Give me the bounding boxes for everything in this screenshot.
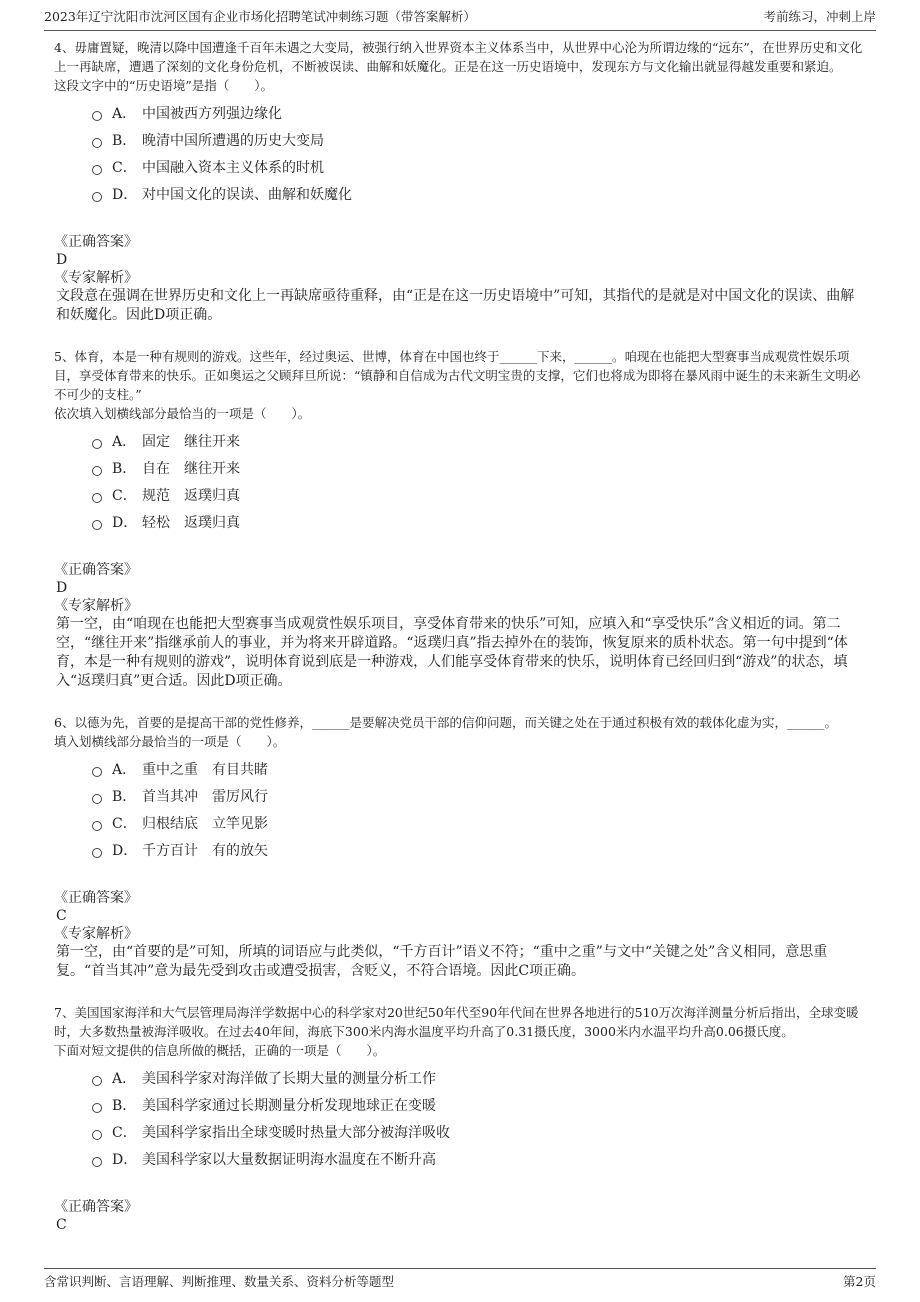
option-list: [92, 1064, 866, 1172]
option-a[interactable]: A． 中国被西方列强边缘化: [92, 99, 866, 126]
option-a[interactable]: A． 美国科学家对海洋做了长期大量的测量分析工作: [92, 1064, 866, 1091]
radio-icon[interactable]: [92, 821, 102, 831]
radio-icon[interactable]: [92, 848, 102, 858]
option-list: [92, 755, 866, 863]
question-prompt: 依次填入划横线部分最恰当的一项是（ ）。: [54, 406, 311, 421]
analysis-text: 第一空，由“首要的是”可知，所填的词语应与此类似，“千方百计”语义不符；“重中之重”与文中“关键之处”含义相同，意思重复。“首当其冲”意为最先受到攻击或遭受损害，含贬义，不符合语境。因此C项正确。: [56, 944, 828, 979]
option-list: [92, 427, 866, 535]
question-7: [54, 1003, 866, 1234]
option-d[interactable]: D． 千方百计 有的放矢: [92, 836, 866, 863]
option-c[interactable]: C． 美国科学家指出全球变暖时热量大部分被海洋吸收: [92, 1118, 866, 1145]
analysis-text: 第一空，由“咱现在也能把大型赛事当成观赏性娱乐项目，享受体育带来的快乐”可知，应填入和“享受快乐”含义相近的词。第二空，“继往开来”指继承前人的事业，并为将来开辟道路。“返璞归真”指去掉外在的装饰，恢复原来的质朴状态。第一句中提到“体育，本是一种有规则的游戏”，说明体育说到底是一种游戏，人们能享受体育带来的快乐，说明体育已经回归到“游戏”的状态，填入“返璞归真”更合适。因此D项正确。: [56, 616, 848, 689]
answer-value: C: [56, 1217, 67, 1233]
question-text: 5、体育，本是一种有规则的游戏。这些年，经过奥运、世博，体育在中国也终于______下来，______。咱现在也能把大型赛事当成观赏性娱乐项目，享受体育带来的快乐。正如奥运之父顾拜旦所说：“镇静和自信成为古代文明宝贵的支撑，它们也将成为即将在暴风雨中诞生的未来新生文明必不可少的支柱。”: [54, 349, 861, 402]
radio-icon[interactable]: [92, 767, 102, 777]
radio-icon[interactable]: [92, 111, 102, 121]
page-header: [44, 0, 876, 31]
question-6: [54, 713, 866, 981]
answer-section: [54, 561, 866, 615]
radio-icon[interactable]: [92, 192, 102, 202]
page-number: 第2页: [843, 1274, 876, 1289]
document-title: 2023年辽宁沈阳市沈河区国有企业市场化招聘笔试冲刺练习题（带答案解析）: [44, 9, 476, 24]
answer-value: D: [56, 252, 68, 268]
question-5: [54, 347, 866, 691]
radio-icon[interactable]: [92, 794, 102, 804]
analysis-label: 《专家解析》: [54, 926, 138, 942]
answer-label: 《正确答案》: [54, 890, 138, 906]
option-b[interactable]: B． 首当其冲 雷厉风行: [92, 782, 866, 809]
analysis-text: 文段意在强调在世界历史和文化上一再缺席亟待重释，由“正是在这一历史语境中”可知，其指代的是就是对中国文化的误读、曲解和妖魔化。因此D项正确。: [56, 288, 855, 323]
answer-label: 《正确答案》: [54, 562, 138, 578]
option-c[interactable]: C． 归根结底 立竿见影: [92, 809, 866, 836]
option-b[interactable]: B． 美国科学家通过长期测量分析发现地球正在变暖: [92, 1091, 866, 1118]
answer-section: [54, 1198, 866, 1234]
radio-icon[interactable]: [92, 1103, 102, 1113]
footer-note: 含常识判断、言语理解、判断推理、数量关系、资料分析等题型: [44, 1274, 395, 1289]
radio-icon[interactable]: [92, 1157, 102, 1167]
option-list: [92, 99, 866, 207]
option-b[interactable]: B． 自在 继往开来: [92, 454, 866, 481]
answer-value: D: [56, 580, 68, 596]
option-a[interactable]: A． 重中之重 有目共睹: [92, 755, 866, 782]
question-prompt: 填入划横线部分最恰当的一项是（ ）。: [54, 734, 286, 749]
radio-icon[interactable]: [92, 520, 102, 530]
radio-icon[interactable]: [92, 138, 102, 148]
analysis-label: 《专家解析》: [54, 598, 138, 614]
option-b[interactable]: B． 晚清中国所遭遇的历史大变局: [92, 126, 866, 153]
question-text: 6、以德为先，首要的是提高干部的党性修养，______是要解决党员干部的信仰问题，而关键之处在于通过积极有效的载体化虚为实，______。: [54, 715, 837, 730]
radio-icon[interactable]: [92, 165, 102, 175]
radio-icon[interactable]: [92, 1130, 102, 1140]
option-a[interactable]: A． 固定 继往开来: [92, 427, 866, 454]
question-prompt: 下面对短文提供的信息所做的概括，正确的一项是（ ）。: [54, 1043, 386, 1058]
answer-section: [54, 889, 866, 943]
answer-section: [54, 233, 866, 287]
question-text: 7、美国国家海洋和大气层管理局海洋学数据中心的科学家对20世纪50年代至90年代间在世界各地进行的510万次海洋测量分析后指出，全球变暖时，大多数热量被海洋吸收。在过去40年间，海底下300米内海水温度平均升高了0.31摄氏度，3000米内水温平均升高0.06摄氏度。: [54, 1005, 859, 1039]
radio-icon[interactable]: [92, 493, 102, 503]
answer-label: 《正确答案》: [54, 234, 138, 250]
option-c[interactable]: C． 中国融入资本主义体系的时机: [92, 153, 866, 180]
analysis-label: 《专家解析》: [54, 270, 138, 286]
radio-icon[interactable]: [92, 466, 102, 476]
question-list: [54, 38, 866, 1256]
option-d[interactable]: D． 对中国文化的误读、曲解和妖魔化: [92, 180, 866, 207]
header-slogan: 考前练习，冲刺上岸: [763, 9, 876, 24]
page-footer: [44, 1268, 876, 1295]
answer-label: 《正确答案》: [54, 1199, 138, 1215]
question-prompt: 这段文字中的“历史语境”是指（ ）。: [54, 78, 274, 93]
answer-value: C: [56, 908, 67, 924]
option-d[interactable]: D． 轻松 返璞归真: [92, 508, 866, 535]
option-d[interactable]: D． 美国科学家以大量数据证明海水温度在不断升高: [92, 1145, 866, 1172]
option-c[interactable]: C． 规范 返璞归真: [92, 481, 866, 508]
radio-icon[interactable]: [92, 439, 102, 449]
radio-icon[interactable]: [92, 1076, 102, 1086]
question-text: 4、毋庸置疑，晚清以降中国遭逢千百年未遇之大变局，被强行纳入世界资本主义体系当中，从世界中心沦为所谓边缘的“远东”，在世界历史和文化上一再缺席，遭遇了深刻的文化身份危机，不断被误读、曲解和妖魔化。正是在这一历史语境中，发现东方与文化输出就显得越发重要和紧迫。: [54, 40, 863, 74]
question-4: [54, 38, 866, 325]
